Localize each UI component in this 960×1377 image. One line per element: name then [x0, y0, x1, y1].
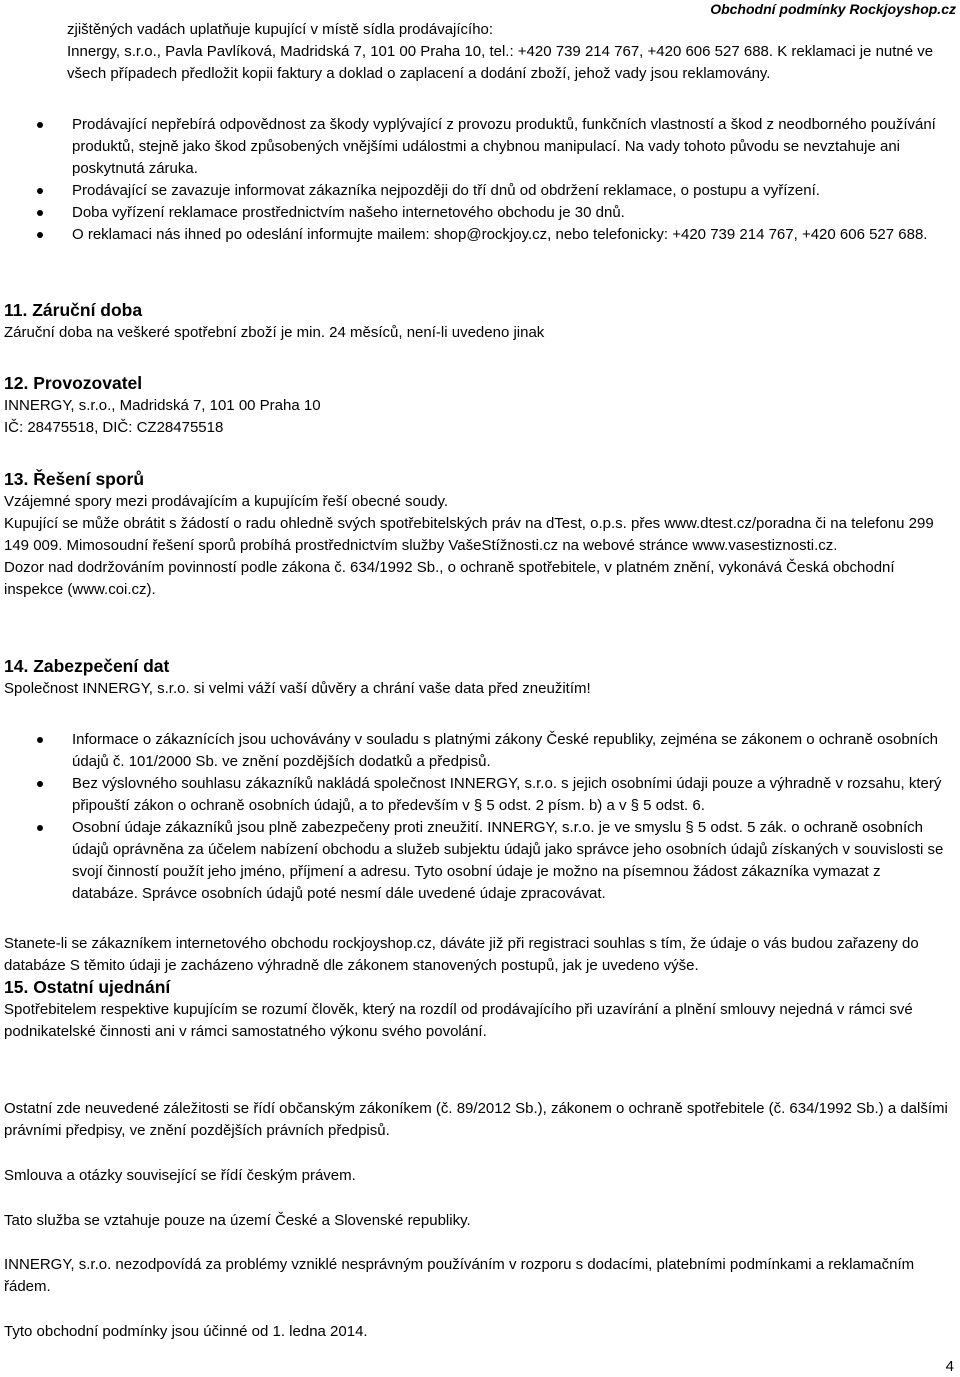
section-11-heading: 11. Záruční doba: [4, 300, 143, 320]
section-13-paragraph-1: Vzájemné spory mezi prodávajícím a kupujícím řeší obecné soudy.: [4, 493, 449, 510]
section-12: [4, 371, 949, 439]
data-protection-list: [4, 729, 949, 905]
list-item: O reklamaci nás ihned po odeslání informujte mailem: shop@rockjoy.cz, nebo telefonicky: +420 739 214 767, +420 606 527 688.: [4, 224, 949, 246]
section-15: [4, 975, 949, 1043]
section-12-line-2: IČ: 28475518, DIČ: CZ28475518: [4, 419, 224, 436]
intro-paragraph: [67, 19, 947, 85]
bullet-icon: [37, 188, 43, 194]
section-11: [4, 298, 949, 344]
section-13-heading: 13. Řešení sporů: [4, 469, 145, 489]
section-14-heading: 14. Zabezpečení dat: [4, 656, 170, 676]
list-item: Prodávající nepřebírá odpovědnost za škody vyplývající z provozu produktů, funkčních vlastností a škod z neodborného používání produktů, stejně jako škod způsobených vnějšími událostmi a chybnou manipulací. Na vady tohoto původu se nevztahuje ani poskytnutá záruka.: [4, 114, 949, 180]
section-15-paragraph-3-block: [4, 1165, 949, 1187]
list-item: Informace o zákaznících jsou uchovávány v souladu s platnými zákony České republiky, zejména se zákonem o ochraně osobních údajů č. 101/2000 Sb. ve znění pozdějších dodatků a předpisů.: [4, 729, 949, 773]
section-15-heading: 15. Ostatní ujednání: [4, 977, 171, 997]
intro-line-2: Innergy, s.r.o., Pavla Pavlíková, Madridská 7, 101 00 Praha 10, tel.: +420 739 214 767, +420 606 527 688. K reklamaci je nutné ve všech případech předložit kopii faktury a doklad o zaplacení a dodání zboží, jehož vady jsou reklamovány.: [67, 43, 934, 82]
section-13-paragraph-3: Dozor nad dodržováním povinností podle zákona č. 634/1992 Sb., o ochraně spotřebitele, v platném znění, vykonává Česká obchodní inspekce (www.coi.cz).: [4, 559, 895, 598]
section-15-paragraph-2: Ostatní zde neuvedené záležitosti se řídí občanským zákoníkem (č. 89/2012 Sb.), zákonem o ochraně spotřebitele (č. 634/1992 Sb.) a dalšími právními předpisy, ve znění pozdějších právních předpisů.: [4, 1100, 948, 1139]
section-15-paragraph-4: Tato služba se vztahuje pouze na území České a Slovenské republiky.: [4, 1212, 471, 1229]
section-15-paragraph-1: Spotřebitelem respektive kupujícím se rozumí člověk, který na rozdíl od prodávajícího při uzavírání a plnění smlouvy nejedná v rámci své podnikatelské činnosti ani v rámci samostatného výkonu svého povolání.: [4, 1001, 913, 1040]
section-12-line-1: INNERGY, s.r.o., Madridská 7, 101 00 Praha 10: [4, 397, 321, 414]
section-12-heading: 12. Provozovatel: [4, 373, 143, 393]
bullet-icon: [37, 122, 43, 128]
bullet-icon: [37, 210, 43, 216]
section-14: [4, 654, 949, 700]
list-item: Bez výslovného souhlasu zákazníků nakládá společnost INNERGY, s.r.o. s jejich osobními údaji pouze a výhradně v rozsahu, který připouští zákon o ochraně osobních údajů, a to především v § 5 odst. 2 písm. b) a v § 5 odst. 6.: [4, 773, 949, 817]
list-item: Prodávající se zavazuje informovat zákazníka nejpozději do tří dnů od obdržení reklamace, o postupu a vyřízení.: [4, 180, 949, 202]
bullet-icon: [37, 737, 43, 743]
section-14-closing: Stanete-li se zákazníkem internetového obchodu rockjoyshop.cz, dáváte již při registraci souhlas s tím, že údaje o vás budou zařazeny do databáze S těmito údaji je zacházeno výhradně dle zákonem stanovených postupů, jak je uvedeno výše.: [4, 935, 919, 974]
section-15-paragraph-4-block: [4, 1210, 949, 1232]
section-11-text: Záruční doba na veškeré spotřební zboží je min. 24 měsíců, není-li uvedeno jinak: [4, 324, 545, 341]
complaints-list: [4, 114, 949, 246]
document-header-title: Obchodní podmínky Rockjoyshop.cz: [710, 1, 956, 17]
section-15-paragraph-3: Smlouva a otázky související se řídí českým právem.: [4, 1167, 356, 1184]
page-number: 4: [945, 1358, 954, 1375]
bullet-icon: [37, 825, 43, 831]
section-15-paragraph-2-block: [4, 1098, 949, 1142]
section-15-paragraph-5: INNERGY, s.r.o. nezodpovídá za problémy vzniklé nesprávným používáním v rozporu s dodacími, platebními podmínkami a reklamačním řádem.: [4, 1256, 915, 1295]
list-item: Doba vyřízení reklamace prostřednictvím našeho internetového obchodu je 30 dnů.: [4, 202, 949, 224]
intro-line-1: zjištěných vadách uplatňuje kupující v místě sídla prodávajícího:: [67, 21, 494, 38]
bullet-icon: [37, 781, 43, 787]
bullet-icon: [37, 232, 43, 238]
section-15-paragraph-6: Tyto obchodní podmínky jsou účinné od 1. ledna 2014.: [4, 1323, 368, 1340]
list-item: Osobní údaje zákazníků jsou plně zabezpečeny proti zneužití. INNERGY, s.r.o. je ve smyslu § 5 odst. 5 zák. o ochraně osobních údajů oprávněna za účelem nabízení obchodu a služeb subjektu údajů jako správce jeho osobních údajů získaných v souvislosti se svojí činností použít jeho jméno, příjmení a adresu. Tyto osobní údaje je možno na písemnou žádost zákazníka vymazat z databáze. Správce osobních údajů poté nesmí dále uvedené údaje zpracovávat.: [4, 817, 949, 905]
section-15-paragraph-5-block: [4, 1254, 949, 1298]
section-14-intro: Společnost INNERGY, s.r.o. si velmi váží vaší důvěry a chrání vaše data před zneužitím!: [4, 680, 591, 697]
section-13-paragraph-2: Kupující se může obrátit s žádostí o radu ohledně svých spotřebitelských práv na dTest, o.p.s. přes www.dtest.cz/poradna či na telefonu 299 149 009. Mimosoudní řešení sporů probíhá prostřednictvím služby VašeStížnosti.cz na webové stránce www.vasestiznosti.cz.: [4, 515, 934, 554]
section-14-list-block: [4, 729, 949, 905]
section-15-paragraph-6-block: [4, 1321, 949, 1343]
complaints-list-block: [4, 114, 949, 246]
section-13: [4, 467, 949, 601]
